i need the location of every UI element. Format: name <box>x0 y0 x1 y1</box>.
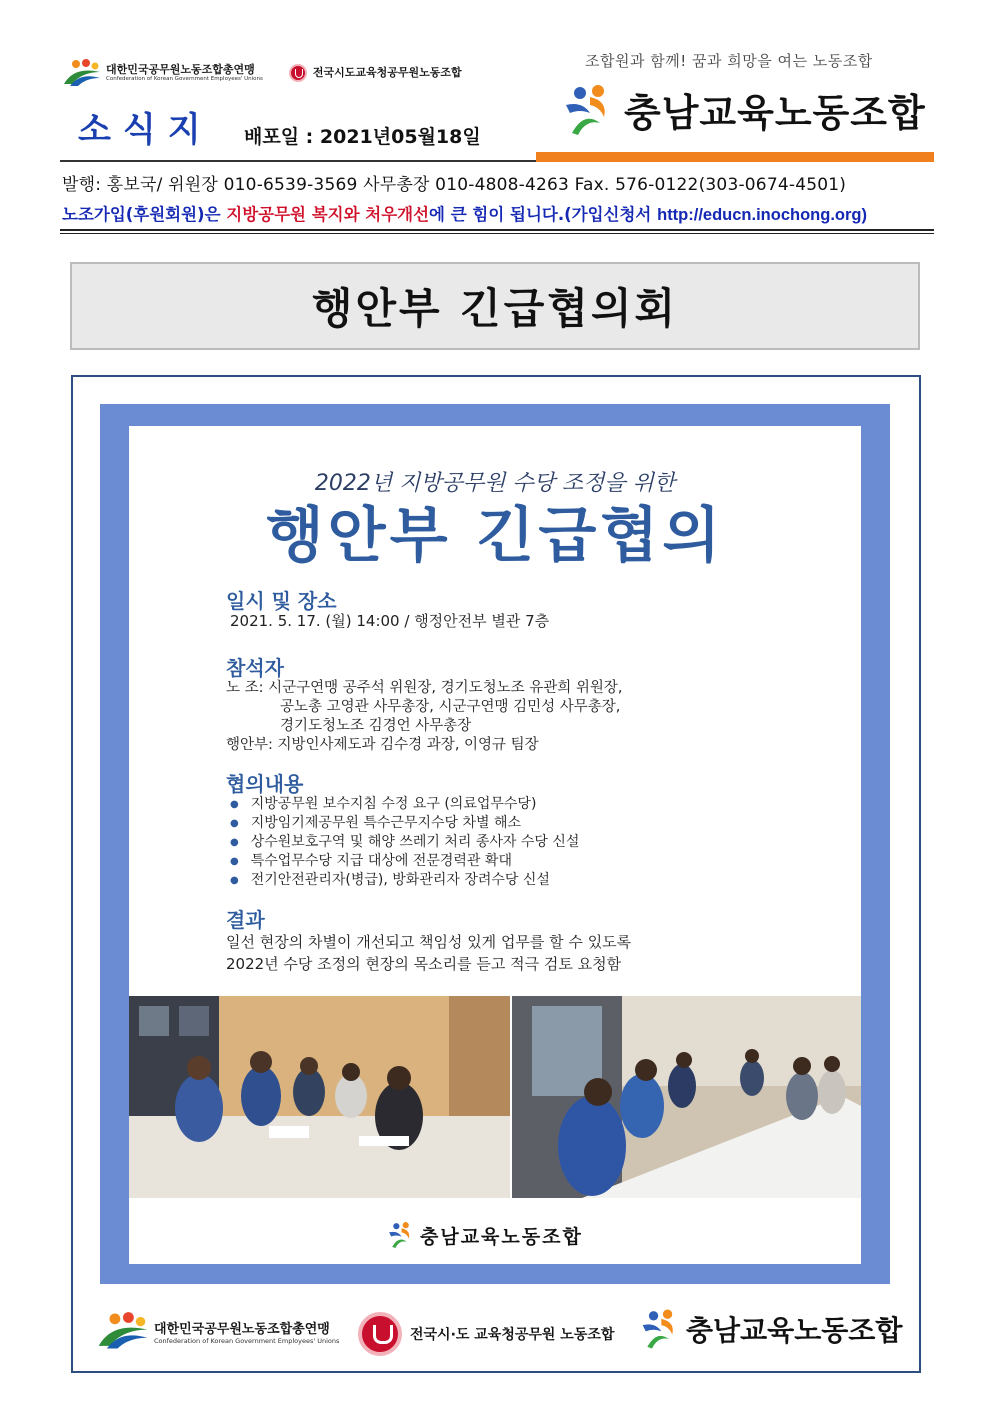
content-heading: 협의내용 <box>226 772 304 796</box>
poster-union-name: 충남교육노동조합 <box>420 1225 583 1248</box>
content-item-5: ● 전기안전관리자(병급), 방화관리자 장려수당 신설 <box>230 871 550 891</box>
attendees-heading: 참석자 <box>226 656 284 680</box>
sido-union-name: 전국시도교육청공무원노동조합 <box>312 66 462 79</box>
poster-union-logo <box>386 1221 583 1249</box>
kgeu-emblem-icon <box>62 58 102 88</box>
footer-kgeu-logo <box>96 1310 339 1352</box>
double-rule-bottom <box>60 233 934 234</box>
result-heading: 결과 <box>226 908 265 932</box>
join-highlight: 지방공무원 복지와 처우개선 <box>226 205 430 224</box>
meeting-photo-left <box>129 996 510 1198</box>
content-item-2: ● 지방임기제공무원 특수근무지수당 차별 해소 <box>230 814 521 834</box>
publisher-info: 발행: 홍보국/ 위원장 010-6539-3569 사무총장 010-4808-4263 Fax. 576-0122(303-0674-4501) <box>62 175 847 195</box>
chungnam-union-logo <box>560 82 926 137</box>
article-title: 행안부 긴급협의회 <box>70 262 920 350</box>
sido-union-seal-icon <box>289 64 307 82</box>
attendees-line-1: 노 조: 시군구연맹 공주석 위원장, 경기도청노조 유관희 위원장, <box>226 680 623 696</box>
join-notice <box>62 201 867 225</box>
meeting-photo-right <box>512 996 861 1198</box>
content-item-1: ● 지방공무원 보수지침 수정 요구 (의료업무수당) <box>230 795 536 815</box>
footer-union-logo <box>638 1308 902 1350</box>
content-item-3: ● 상수원보호구역 및 해양 쓰레기 처리 종사자 수당 신설 <box>230 833 579 853</box>
content-item-4: ● 특수업무수당 지급 대상에 전문경력관 확대 <box>230 852 512 872</box>
kgeu-logo <box>62 58 462 88</box>
kgeu-name: 대한민국공무원노동조합총연맹 <box>106 62 255 76</box>
result-line-1: 일선 현장의 차별이 개선되고 책임성 있게 업무를 할 수 있도록 <box>226 933 632 951</box>
union-figure-icon <box>560 83 614 137</box>
join-text-1: 노조가입(후원회원)은 <box>62 205 227 224</box>
kgeu-english-name: Confederation of Korean Government Employees' Unions <box>106 75 263 82</box>
union-figure-icon <box>638 1308 680 1350</box>
sido-union-seal-icon <box>358 1312 402 1356</box>
when-where-heading: 일시 및 장소 <box>226 589 337 613</box>
join-url-link[interactable]: http://educn.inochong.org) <box>657 206 867 224</box>
header-orange-bar <box>536 152 934 162</box>
header-rule <box>60 160 536 162</box>
when-where-text: 2021. 5. 17. (월) 14:00 / 행정안전부 별관 7층 <box>230 612 550 630</box>
attendees-line-3: 경기도청노조 김경언 사무총장 <box>280 718 472 734</box>
union-name: 충남교육노동조합 <box>624 91 926 135</box>
union-figure-icon <box>386 1221 414 1249</box>
double-rule-top <box>60 229 934 231</box>
footer-kgeu-english: Confederation of Korean Government Employees' Unions <box>154 1336 340 1345</box>
result-line-2: 2022년 수당 조정의 현장의 목소리를 듣고 적극 검토 요청함 <box>226 955 622 973</box>
kgeu-emblem-icon <box>96 1310 150 1352</box>
union-motto: 조합원과 함께! 꿈과 희망을 여는 노동조합 <box>585 52 873 70</box>
newsletter-label: 소식지 <box>78 110 213 150</box>
join-text-2: 에 큰 힘이 됩니다.(가입신청서 <box>429 205 658 224</box>
attendees-line-4: 행안부: 지방인사제도과 김수경 과장, 이영규 팀장 <box>226 737 539 753</box>
poster-title: 행안부 긴급협의 <box>265 501 725 571</box>
footer-sido-logo <box>358 1312 614 1356</box>
footer-union-name: 충남교육노동조합 <box>686 1314 903 1347</box>
distribution-date: 배포일 : 2021년05월18일 <box>244 126 481 148</box>
poster-subtitle: 2022년 지방공무원 수당 조정을 위한 <box>314 471 676 496</box>
footer-sido-name: 전국시·도 교육청공무원 노동조합 <box>410 1327 615 1343</box>
footer-kgeu-name: 대한민국공무원노동조합총연맹 <box>154 1321 330 1337</box>
attendees-line-2: 공노총 고영관 사무총장, 시군구연맹 김민성 사무총장, <box>280 699 621 715</box>
